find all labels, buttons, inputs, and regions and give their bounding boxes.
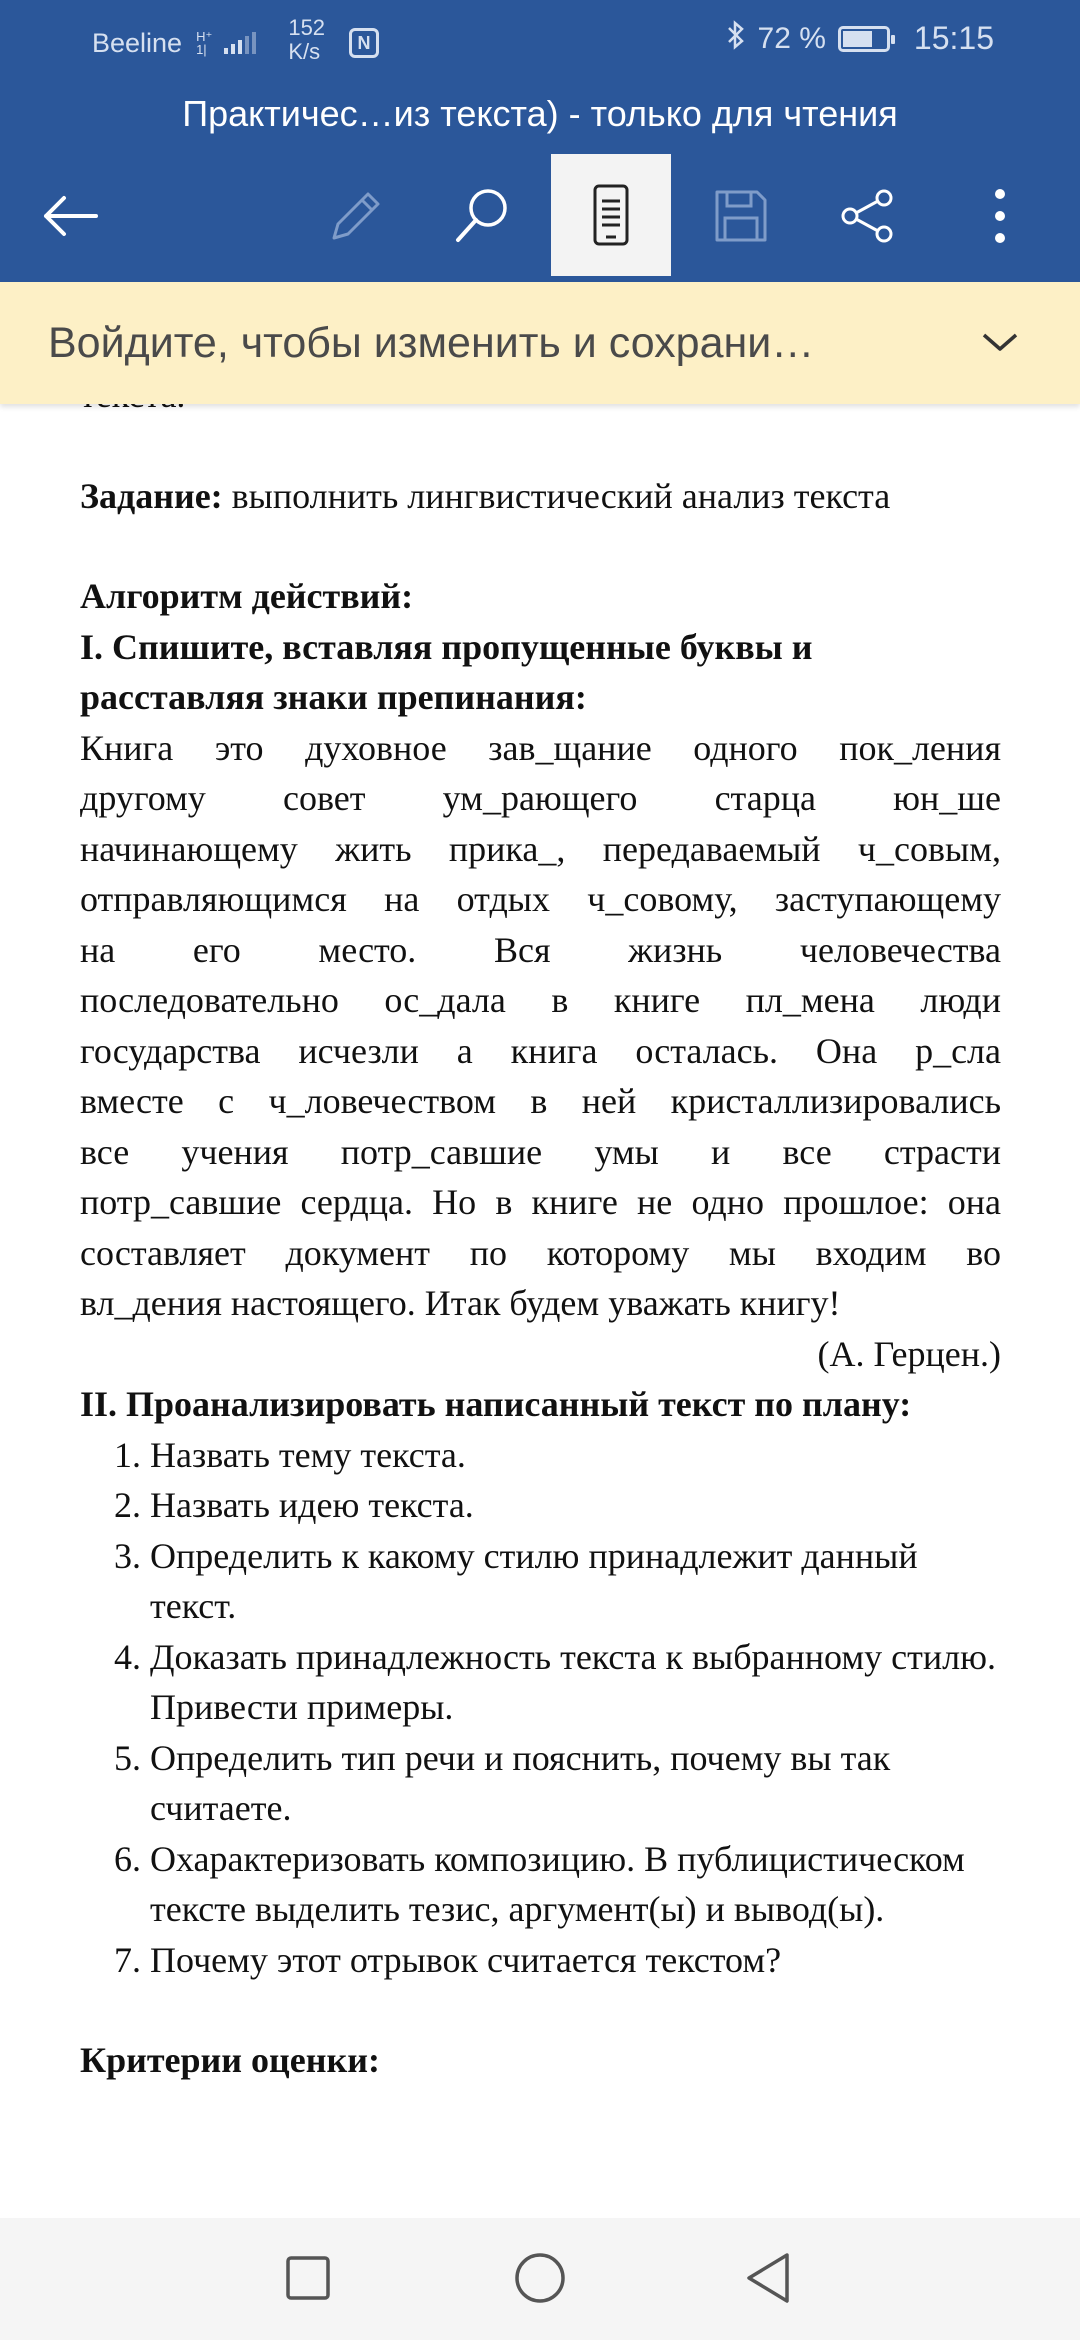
status-right (726, 20, 994, 57)
paragraph-line: последовательно ос_дала в книге пл_мена люди (80, 980, 1001, 1020)
more-options-button[interactable] (940, 156, 1060, 276)
triangle-back-icon (743, 2251, 793, 2305)
algorithm-heading-text: Алгоритм действий: (80, 576, 414, 616)
search-button[interactable] (422, 156, 542, 276)
network-speed-unit: K/s (288, 39, 321, 64)
list-text: Почему этот отрывок считается текстом? (150, 1939, 782, 1980)
network-type-bottom: 1| (196, 42, 207, 57)
paragraph-line: начинающему жить прика_, передаваемый ч_совым, (80, 828, 1001, 869)
nfc-icon: N (349, 28, 379, 58)
section1-heading (80, 622, 960, 723)
section1-heading-text: I. Спишите, вставляя пропущенные буквы и расставляя знаки препинания: (80, 626, 813, 717)
list-text: Назвать идею текста. (150, 1485, 474, 1525)
paragraph-line: потр_савшие сердца. Но в книге не одно прошлое: она (80, 1182, 1001, 1222)
circle-icon (513, 2251, 567, 2305)
home-button[interactable] (510, 2248, 570, 2308)
task-text: выполнить лингвистический анализ текста (222, 475, 891, 516)
network-type (196, 30, 212, 56)
task-line (80, 471, 1001, 522)
chevron-down-icon[interactable] (980, 327, 1020, 357)
status-bar (0, 0, 1080, 84)
battery-fill (843, 31, 872, 47)
list-text: Определить к какому стилю принадлежит данный текст. (150, 1535, 918, 1626)
more-vertical-icon (990, 186, 1010, 246)
list-item (80, 1935, 1030, 1986)
mobile-view-icon (591, 183, 631, 247)
network-type-top: H⁺ (196, 29, 213, 44)
share-icon (838, 186, 898, 246)
system-navigation-bar (0, 2218, 1080, 2340)
task-label: Задание: (80, 475, 223, 516)
analysis-plan-list (80, 1430, 1001, 1986)
list-number: 3. (114, 1535, 141, 1576)
bluetooth-icon (726, 20, 746, 57)
list-text: Определить тип речи и пояснить, почему вы так считаете. (150, 1737, 891, 1828)
signal-strength-icon (224, 32, 256, 54)
document-body (80, 370, 1001, 2086)
paragraph-line: составляет документ по которому мы входим во (80, 1232, 1001, 1273)
save-button[interactable] (681, 156, 801, 276)
paragraph-line: на его место. Вся жизнь человечества (80, 929, 1001, 970)
reading-view-button[interactable] (551, 154, 671, 276)
list-text: Доказать принадлежность текста к выбранному стилю. Привести примеры. (150, 1636, 996, 1727)
system-back-button[interactable] (738, 2248, 798, 2308)
battery-percent: 72 % (757, 21, 826, 55)
algorithm-heading (80, 571, 1001, 622)
list-item (80, 1834, 970, 1935)
list-number: 2. (114, 1485, 141, 1525)
paragraph-line: государства исчезли а книга осталась. Она р_сла (80, 1030, 1001, 1071)
paragraph-line: вл_дения настоящего. Итак будем уважать книгу! (80, 1283, 841, 1323)
network-speed-value: 152 (288, 15, 326, 40)
section2-heading-text: II. Проанализировать написанный текст по плану: (80, 1384, 912, 1424)
carrier-name: Beeline (92, 27, 183, 58)
criteria-heading: Критерии оценки: (80, 2040, 380, 2080)
back-button[interactable] (10, 156, 130, 276)
list-number: 1. (114, 1434, 141, 1475)
paragraph-line: все учения потр_савшие умы и все страсти (80, 1131, 1001, 1172)
square-icon (285, 2255, 331, 2301)
paragraph-line: отправляющимся на отдых ч_совому, заступающему (80, 879, 1001, 919)
list-item (80, 1531, 930, 1632)
list-number: 7. (114, 1939, 141, 1980)
list-text: Назвать тему текста. (150, 1434, 466, 1475)
paragraph-line: Книга это духовное зав_щание одного пок_ления (80, 727, 1001, 768)
list-item (80, 1480, 950, 1531)
search-icon (450, 184, 514, 248)
network-speed (288, 16, 325, 64)
list-item (80, 1733, 1030, 1834)
sign-in-banner[interactable] (0, 282, 1080, 404)
edit-button[interactable] (296, 156, 416, 276)
share-button[interactable] (808, 156, 928, 276)
paragraph-line: вместе с ч_ловечеством в ней кристаллизировались (80, 1081, 1001, 1121)
status-left (92, 15, 379, 64)
list-number: 4. (114, 1636, 141, 1677)
arrow-left-icon (40, 191, 100, 241)
clock: 15:15 (913, 20, 994, 56)
section2-heading (80, 1379, 960, 1430)
app-toolbar (0, 150, 1080, 282)
list-number: 5. (114, 1737, 141, 1778)
save-icon (711, 186, 771, 246)
list-number: 6. (114, 1838, 141, 1879)
paragraph-line: другому совет ум_рающего старца юн_ше (80, 778, 1001, 818)
sign-in-banner-text: Войдите, чтобы изменить и сохрани… (48, 319, 815, 367)
author-attribution: (А. Герцен.) (817, 1333, 1001, 1374)
pencil-icon (326, 186, 386, 246)
list-text: Охарактеризовать композицию. В публицистическом тексте выделить тезис, аргумент(ы) и вывод(ы). (150, 1838, 965, 1929)
recents-button[interactable] (278, 2248, 338, 2308)
exercise-paragraph (80, 723, 1001, 1329)
document-title: Практичес…из текста) - только для чтения (0, 84, 1080, 150)
battery-icon (838, 26, 890, 52)
list-item (80, 1430, 950, 1481)
list-item (80, 1632, 1030, 1733)
